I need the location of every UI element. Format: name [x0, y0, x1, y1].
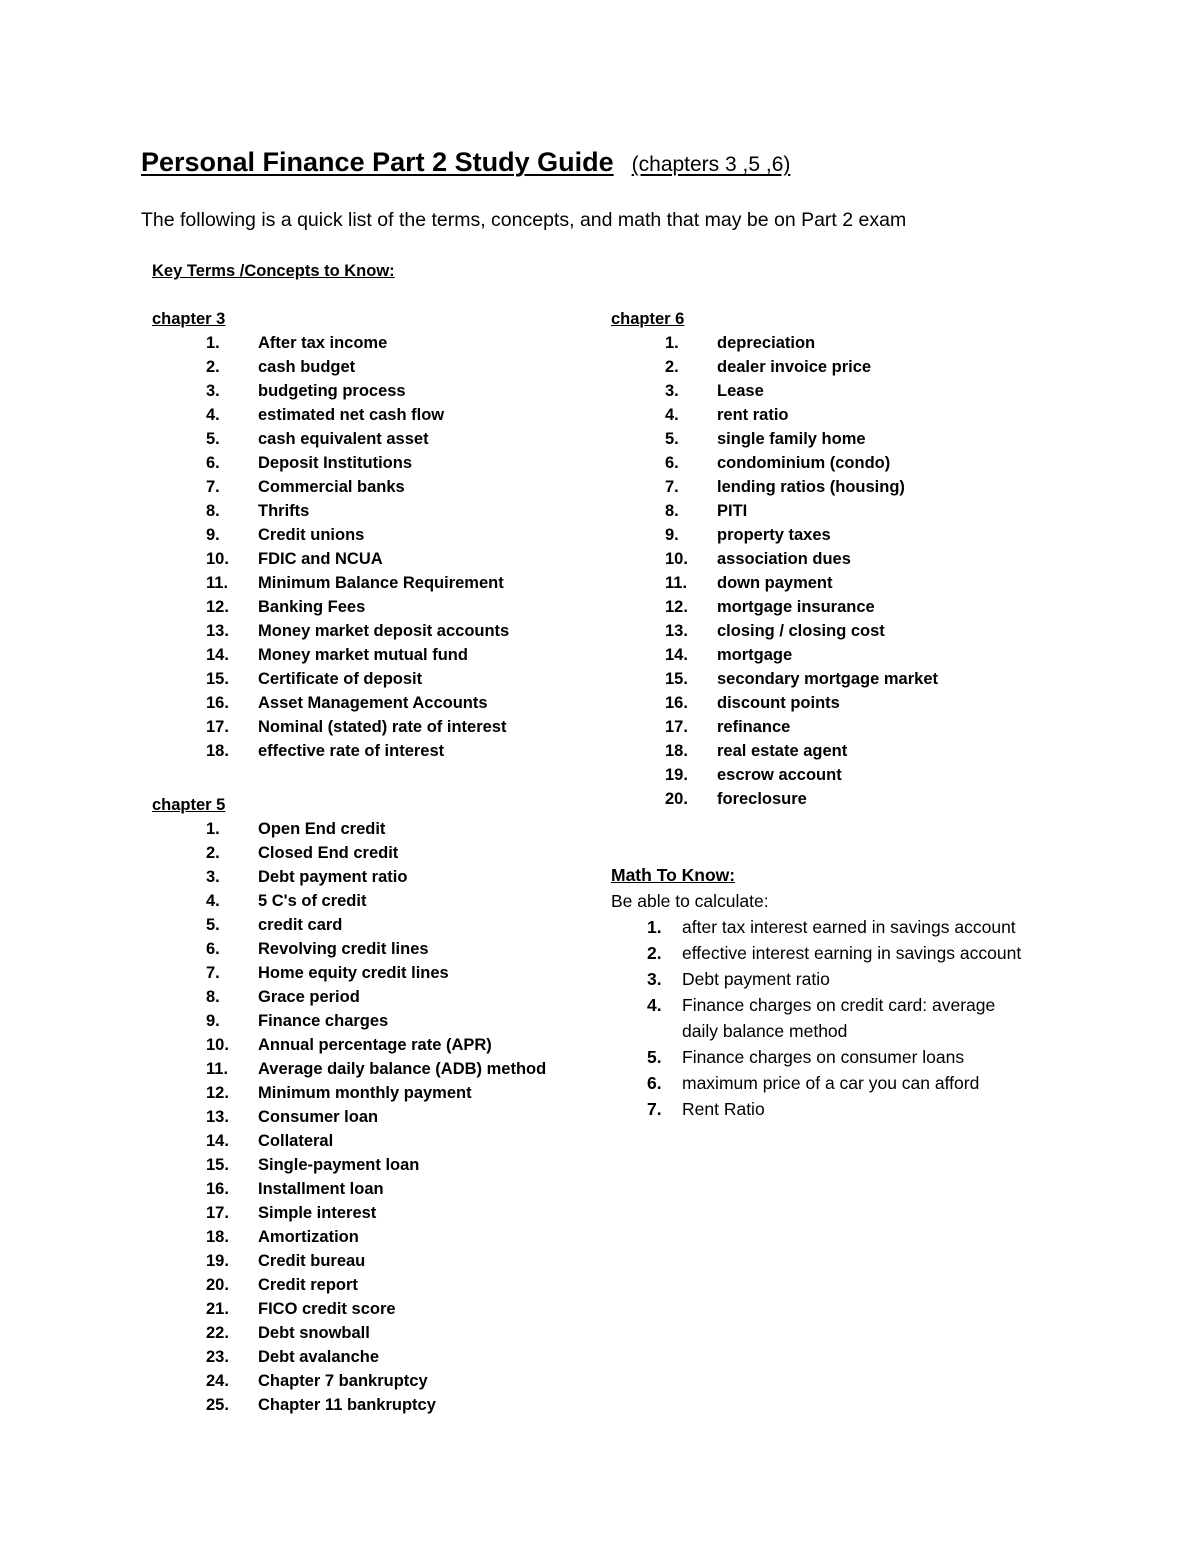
list-item: [152, 1345, 582, 1369]
item-text: condominium (condo): [717, 454, 891, 472]
item-text: secondary mortgage market: [717, 670, 939, 688]
list-item: [611, 1070, 1022, 1096]
list-item: [152, 1177, 582, 1201]
list-item: [152, 691, 582, 715]
item-number: 5.: [665, 430, 679, 448]
item-number: 6.: [206, 940, 220, 958]
item-text: Money market mutual fund: [258, 646, 468, 664]
list-item: [611, 451, 1081, 475]
item-number: 14.: [206, 646, 229, 664]
item-number: 7.: [665, 478, 679, 496]
item-text: Chapter 7 bankruptcy: [258, 1372, 428, 1390]
list-item: [611, 499, 1081, 523]
list-item: [152, 1129, 582, 1153]
item-number: 10.: [206, 550, 229, 568]
item-text: Chapter 11 bankruptcy: [258, 1396, 436, 1414]
item-text: foreclosure: [717, 790, 807, 808]
list-item: [611, 355, 1081, 379]
right-column: [611, 307, 1081, 811]
item-number: 2.: [206, 358, 220, 376]
item-text: down payment: [717, 574, 833, 592]
item-text: Minimum monthly payment: [258, 1084, 472, 1102]
item-text: maximum price of a car you can afford: [682, 1073, 980, 1093]
item-number: 8.: [206, 502, 220, 520]
title-main: Personal Finance Part 2 Study Guide: [141, 147, 614, 177]
list-item: [152, 1393, 582, 1417]
item-text: Rent Ratio: [682, 1099, 765, 1119]
item-number: 5.: [206, 430, 220, 448]
list-item: [611, 427, 1081, 451]
item-text: depreciation: [717, 334, 816, 352]
item-number: 19.: [206, 1252, 229, 1270]
item-text: Banking Fees: [258, 598, 366, 616]
item-number: 21.: [206, 1300, 229, 1318]
list-item: [611, 940, 1022, 966]
item-text: lending ratios (housing): [717, 478, 905, 496]
item-number: 8.: [665, 502, 679, 520]
list-item: [152, 571, 582, 595]
list-item: [152, 1369, 582, 1393]
item-number: 22.: [206, 1324, 229, 1342]
page-title: [141, 144, 790, 183]
item-text: dealer invoice price: [717, 358, 872, 376]
list-item: [152, 451, 582, 475]
list-item: [152, 499, 582, 523]
list-item: [611, 475, 1081, 499]
list-item: [152, 961, 582, 985]
list-item: [152, 937, 582, 961]
item-number: 1.: [206, 334, 220, 352]
list-item: [611, 787, 1081, 811]
item-text: Single-payment loan: [258, 1156, 420, 1174]
item-number: 2.: [647, 943, 662, 963]
intro-text: The following is a quick list of the terms, concepts, and math that may be on Part 2 exam: [141, 209, 907, 231]
item-number: 16.: [206, 1180, 229, 1198]
item-text: Credit bureau: [258, 1252, 366, 1270]
list-item: [611, 992, 1022, 1044]
item-number: 13.: [206, 622, 229, 640]
item-text: After tax income: [258, 334, 388, 352]
item-text: after tax interest earned in savings account: [682, 917, 1016, 937]
chapter-5-heading: chapter 5: [152, 796, 226, 814]
item-number: 2.: [665, 358, 679, 376]
math-heading: Math To Know:: [611, 865, 736, 885]
list-item: [152, 1105, 582, 1129]
chapter-6-heading: chapter 6: [611, 310, 685, 328]
item-text: Certificate of deposit: [258, 670, 423, 688]
chapter-3-heading: chapter 3: [152, 310, 226, 328]
item-text: escrow account: [717, 766, 842, 784]
item-number: 17.: [206, 1204, 229, 1222]
list-item: [611, 914, 1022, 940]
item-text: refinance: [717, 718, 791, 736]
list-item: [152, 475, 582, 499]
list-item: [611, 403, 1081, 427]
item-number: 17.: [665, 718, 688, 736]
item-text: Consumer loan: [258, 1108, 379, 1126]
list-item: [611, 619, 1081, 643]
list-item: [152, 985, 582, 1009]
list-item: [152, 643, 582, 667]
list-item: [152, 865, 582, 889]
item-number: 8.: [206, 988, 220, 1006]
item-text: Credit report: [258, 1276, 358, 1294]
item-number: 14.: [206, 1132, 229, 1150]
item-number: 6.: [665, 454, 679, 472]
item-number: 3.: [206, 868, 220, 886]
item-text: Simple interest: [258, 1204, 377, 1222]
item-number: 2.: [206, 844, 220, 862]
chapter-3-terms: [152, 331, 582, 763]
item-text: Debt payment ratio: [258, 868, 408, 886]
item-number: 15.: [665, 670, 688, 688]
list-item: [152, 1321, 582, 1345]
item-text: PITI: [717, 502, 748, 520]
math-intro: Be able to calculate:: [611, 891, 769, 911]
item-number: 10.: [206, 1036, 229, 1054]
item-number: 19.: [665, 766, 688, 784]
list-item: [611, 331, 1081, 355]
item-text: Commercial banks: [258, 478, 405, 496]
item-text: Finance charges on credit card: average daily balance method: [682, 995, 996, 1041]
item-text: Grace period: [258, 988, 360, 1006]
list-item: [611, 571, 1081, 595]
chapter-6-terms: [611, 331, 1081, 811]
list-item: [152, 1081, 582, 1105]
item-number: 20.: [665, 790, 688, 808]
item-number: 7.: [206, 478, 220, 496]
item-number: 4.: [665, 406, 679, 424]
item-text: Thrifts: [258, 502, 310, 520]
item-number: 5.: [206, 916, 220, 934]
item-number: 20.: [206, 1276, 229, 1294]
item-number: 1.: [206, 820, 220, 838]
item-number: 1.: [647, 917, 662, 937]
item-number: 24.: [206, 1372, 229, 1390]
item-number: 17.: [206, 718, 229, 736]
item-text: effective interest earning in savings account: [682, 943, 1022, 963]
list-item: [152, 547, 582, 571]
list-item: [152, 715, 582, 739]
item-text: closing / closing cost: [717, 622, 885, 640]
list-item: [152, 1225, 582, 1249]
item-number: 18.: [665, 742, 688, 760]
item-text: rent ratio: [717, 406, 789, 424]
list-item: [152, 379, 582, 403]
item-text: mortgage insurance: [717, 598, 875, 616]
list-item: [152, 889, 582, 913]
math-list: [611, 914, 1081, 1122]
item-text: Collateral: [258, 1132, 334, 1150]
item-text: estimated net cash flow: [258, 406, 445, 424]
item-number: 11.: [206, 574, 229, 592]
list-item: [611, 691, 1081, 715]
item-text: Minimum Balance Requirement: [258, 574, 504, 592]
list-item: [152, 355, 582, 379]
item-number: 12.: [206, 598, 229, 616]
list-item: [152, 1273, 582, 1297]
item-number: 4.: [206, 406, 220, 424]
math-section: [611, 862, 1081, 1122]
item-text: Installment loan: [258, 1180, 384, 1198]
item-number: 11.: [206, 1060, 229, 1078]
item-text: Annual percentage rate (APR): [258, 1036, 492, 1054]
list-item: [152, 1057, 582, 1081]
list-item: [152, 841, 582, 865]
list-item: [152, 595, 582, 619]
list-item: [152, 739, 582, 763]
item-text: Average daily balance (ADB) method: [258, 1060, 547, 1078]
list-item: [152, 403, 582, 427]
item-text: Amortization: [258, 1228, 359, 1246]
list-item: [152, 427, 582, 451]
item-text: Debt avalanche: [258, 1348, 380, 1366]
item-text: Debt snowball: [258, 1324, 370, 1342]
list-item: [611, 667, 1081, 691]
item-text: Lease: [717, 382, 764, 400]
item-number: 7.: [206, 964, 220, 982]
item-number: 9.: [206, 1012, 220, 1030]
item-number: 16.: [206, 694, 229, 712]
list-item: [611, 643, 1081, 667]
item-number: 6.: [206, 454, 220, 472]
item-number: 9.: [665, 526, 679, 544]
item-number: 1.: [665, 334, 679, 352]
item-number: 23.: [206, 1348, 229, 1366]
item-number: 4.: [647, 995, 662, 1015]
item-text: association dues: [717, 550, 851, 568]
list-item: [611, 1044, 1022, 1070]
item-number: 7.: [647, 1099, 662, 1119]
list-item: [152, 817, 582, 841]
left-column: [152, 307, 582, 1417]
list-item: [611, 595, 1081, 619]
item-number: 3.: [647, 969, 662, 989]
item-text: cash equivalent asset: [258, 430, 429, 448]
item-number: 18.: [206, 742, 229, 760]
item-text: discount points: [717, 694, 840, 712]
list-item: [152, 1201, 582, 1225]
item-number: 18.: [206, 1228, 229, 1246]
list-item: [152, 523, 582, 547]
item-text: real estate agent: [717, 742, 848, 760]
item-text: FICO credit score: [258, 1300, 396, 1318]
item-text: Closed End credit: [258, 844, 399, 862]
item-text: property taxes: [717, 526, 831, 544]
item-text: Credit unions: [258, 526, 365, 544]
item-number: 15.: [206, 670, 229, 688]
item-text: Asset Management Accounts: [258, 694, 488, 712]
list-item: [152, 1033, 582, 1057]
item-number: 15.: [206, 1156, 229, 1174]
list-item: [152, 667, 582, 691]
item-text: cash budget: [258, 358, 356, 376]
chapter-5-terms: [152, 817, 582, 1417]
item-text: Nominal (stated) rate of interest: [258, 718, 507, 736]
item-number: 25.: [206, 1396, 229, 1414]
list-item: [611, 379, 1081, 403]
list-item: [611, 715, 1081, 739]
list-item: [152, 619, 582, 643]
item-text: mortgage: [717, 646, 793, 664]
item-number: 16.: [665, 694, 688, 712]
list-item: [152, 1009, 582, 1033]
item-number: 14.: [665, 646, 688, 664]
item-text: single family home: [717, 430, 866, 448]
list-item: [611, 739, 1081, 763]
item-text: credit card: [258, 916, 343, 934]
item-number: 3.: [665, 382, 679, 400]
item-number: 6.: [647, 1073, 662, 1093]
list-item: [611, 763, 1081, 787]
item-number: 13.: [206, 1108, 229, 1126]
item-text: Debt payment ratio: [682, 969, 830, 989]
item-number: 13.: [665, 622, 688, 640]
item-number: 5.: [647, 1047, 662, 1067]
item-number: 11.: [665, 574, 688, 592]
item-number: 3.: [206, 382, 220, 400]
list-item: [152, 1249, 582, 1273]
item-text: Home equity credit lines: [258, 964, 449, 982]
item-text: Open End credit: [258, 820, 386, 838]
list-item: [152, 1153, 582, 1177]
title-chapters: (chapters 3 ,5 ,6): [631, 153, 791, 176]
list-item: [611, 547, 1081, 571]
list-item: [152, 913, 582, 937]
item-text: Revolving credit lines: [258, 940, 429, 958]
item-text: 5 C's of credit: [258, 892, 367, 910]
item-number: 9.: [206, 526, 220, 544]
list-item: [611, 1096, 1022, 1122]
list-item: [152, 1297, 582, 1321]
item-text: Finance charges: [258, 1012, 389, 1030]
item-text: budgeting process: [258, 382, 406, 400]
item-text: FDIC and NCUA: [258, 550, 383, 568]
list-item: [611, 966, 1022, 992]
item-text: Deposit Institutions: [258, 454, 412, 472]
key-terms-heading: Key Terms /Concepts to Know:: [152, 262, 395, 280]
item-text: Money market deposit accounts: [258, 622, 510, 640]
item-number: 4.: [206, 892, 220, 910]
item-text: effective rate of interest: [258, 742, 445, 760]
item-text: Finance charges on consumer loans: [682, 1047, 965, 1067]
item-number: 10.: [665, 550, 688, 568]
item-number: 12.: [665, 598, 688, 616]
list-item: [611, 523, 1081, 547]
list-item: [152, 331, 582, 355]
item-number: 12.: [206, 1084, 229, 1102]
